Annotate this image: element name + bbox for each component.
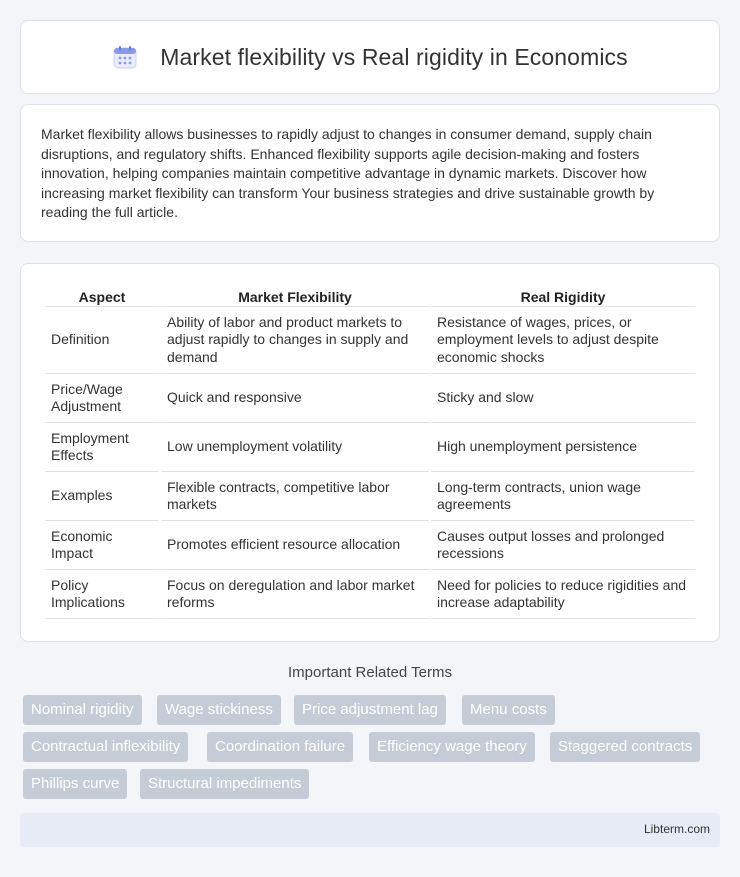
intro-card bbox=[20, 104, 720, 242]
footer bbox=[20, 813, 720, 847]
table-row bbox=[45, 521, 695, 570]
cell-aspect: Price/Wage Adjustment bbox=[45, 374, 159, 423]
tag-structural-impediments[interactable]: Structural impediments bbox=[140, 769, 309, 799]
calendar-icon bbox=[112, 44, 138, 70]
tag-nominal-rigidity[interactable]: Nominal rigidity bbox=[23, 695, 142, 725]
tag-price-adjustment-lag[interactable]: Price adjustment lag bbox=[294, 695, 446, 725]
cell-real-rigidity: Sticky and slow bbox=[431, 374, 695, 423]
tag-menu-costs[interactable]: Menu costs bbox=[462, 695, 555, 725]
cell-market-flexibility: Focus on deregulation and labor market reforms bbox=[161, 570, 429, 619]
tag-phillips-curve[interactable]: Phillips curve bbox=[23, 769, 127, 799]
table-row bbox=[45, 472, 695, 521]
table-row bbox=[45, 307, 695, 374]
tag-coordination-failure[interactable]: Coordination failure bbox=[207, 732, 353, 762]
table-header-row bbox=[45, 284, 695, 307]
title-card bbox=[20, 20, 720, 94]
comparison-card bbox=[20, 263, 720, 642]
header-aspect: Aspect bbox=[45, 284, 159, 307]
cell-market-flexibility: Low unemployment volatility bbox=[161, 423, 429, 472]
table-row bbox=[45, 570, 695, 619]
cell-market-flexibility: Quick and responsive bbox=[161, 374, 429, 423]
tag-efficiency-wage-theory[interactable]: Efficiency wage theory bbox=[369, 732, 535, 762]
header-real-rigidity: Real Rigidity bbox=[431, 284, 695, 307]
cell-aspect: Economic Impact bbox=[45, 521, 159, 570]
cell-market-flexibility: Promotes efficient resource allocation bbox=[161, 521, 429, 570]
tag-contractual-inflexibility[interactable]: Contractual inflexibility bbox=[23, 732, 188, 762]
cell-aspect: Examples bbox=[45, 472, 159, 521]
cell-market-flexibility: Flexible contracts, competitive labor markets bbox=[161, 472, 429, 521]
cell-real-rigidity: Causes output losses and prolonged recessions bbox=[431, 521, 695, 570]
cell-aspect: Employment Effects bbox=[45, 423, 159, 472]
table-row bbox=[45, 423, 695, 472]
related-terms-heading: Important Related Terms bbox=[288, 664, 452, 681]
comparison-table bbox=[43, 284, 697, 619]
header-market-flexibility: Market Flexibility bbox=[161, 284, 429, 307]
intro-text: Market flexibility allows businesses to rapidly adjust to changes in consumer demand, supply chain disruptions, and regulatory shifts. Enhanced flexibility supports agile decision-making and fosters innovation, helping companies maintain competitive advantage in dynamic markets. Discover how increasing market flexibility can transform Your business strategies and drive sustainable growth by reading the full article. bbox=[41, 126, 655, 221]
cell-real-rigidity: Long-term contracts, union wage agreements bbox=[431, 472, 695, 521]
cell-aspect: Definition bbox=[45, 307, 159, 374]
footer-site-link[interactable]: Libterm.com bbox=[643, 822, 710, 836]
cell-aspect: Policy Implications bbox=[45, 570, 159, 619]
cell-real-rigidity: High unemployment persistence bbox=[431, 423, 695, 472]
cell-real-rigidity: Resistance of wages, prices, or employment levels to adjust despite economic shocks bbox=[431, 307, 695, 374]
tag-staggered-contracts[interactable]: Staggered contracts bbox=[550, 732, 700, 762]
cell-market-flexibility: Ability of labor and product markets to adjust rapidly to changes in supply and demand bbox=[161, 307, 429, 374]
page-title: Market flexibility vs Real rigidity in Economics bbox=[160, 43, 628, 70]
tag-wage-stickiness[interactable]: Wage stickiness bbox=[157, 695, 281, 725]
table-row bbox=[45, 374, 695, 423]
cell-real-rigidity: Need for policies to reduce rigidities and increase adaptability bbox=[431, 570, 695, 619]
